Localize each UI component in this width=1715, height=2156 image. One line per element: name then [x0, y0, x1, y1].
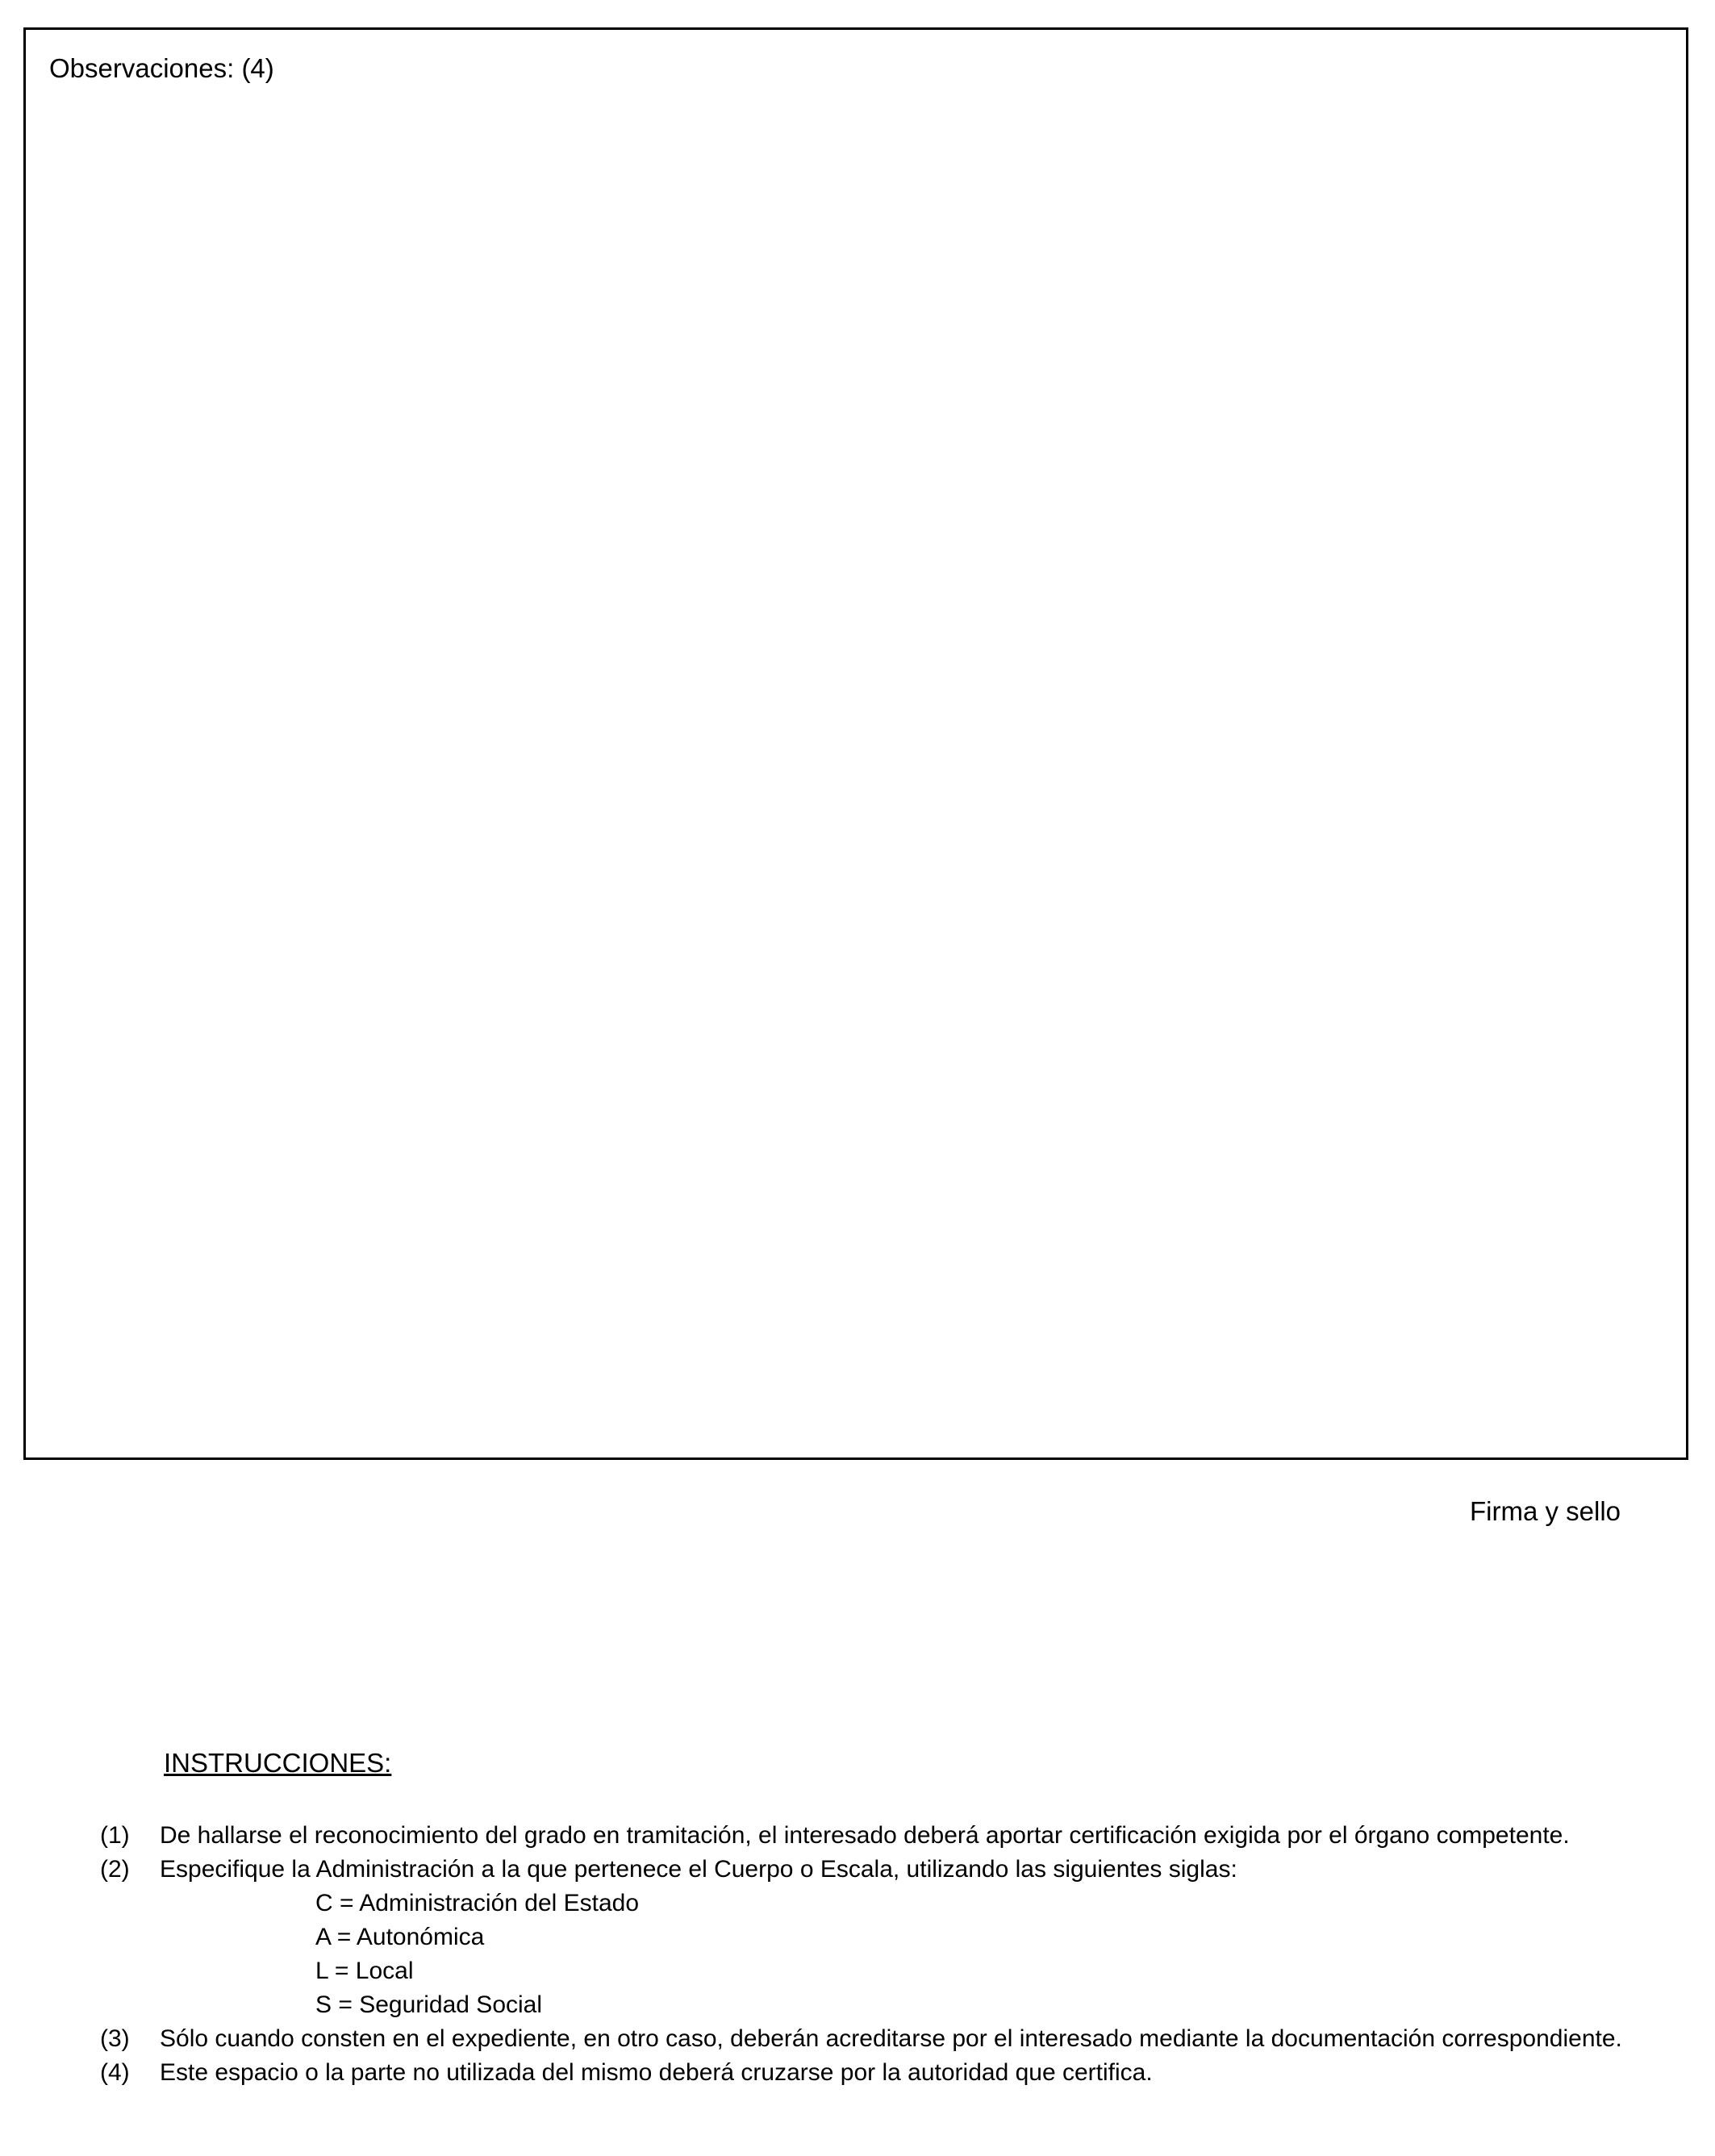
code-text: S = Seguridad Social [315, 1991, 543, 2018]
observations-label: Observaciones: (4) [49, 53, 274, 83]
instruction-number: (4) [100, 2059, 130, 2086]
instruction-text: Especifique la Administración a la que pertenece el Cuerpo o Escala, utilizando las siguientes siglas: [160, 1856, 1237, 1883]
instruction-number: (1) [100, 1822, 130, 1849]
instruction-number: (3) [100, 2025, 130, 2052]
instruction-text: De hallarse el reconocimiento del grado en tramitación, el interesado deberá aportar certificación exigida por el órgano competente. [160, 1822, 1570, 1849]
signature-label: Firma y sello [1470, 1496, 1621, 1526]
observations-box [23, 27, 1688, 1460]
instructions-title: INSTRUCCIONES: [164, 1748, 392, 1778]
instruction-text: Sólo cuando consten en el expediente, en otro caso, deberán acreditarse por el interesado mediante la documentación correspondiente. [160, 2025, 1622, 2052]
instruction-text: Este espacio o la parte no utilizada del mismo deberá cruzarse por la autoridad que certifica. [160, 2059, 1153, 2086]
instruction-number: (2) [100, 1856, 130, 1883]
code-text: A = Autonómica [315, 1924, 485, 1950]
code-text: C = Administración del Estado [315, 1890, 640, 1916]
code-text: L = Local [315, 1958, 414, 1984]
